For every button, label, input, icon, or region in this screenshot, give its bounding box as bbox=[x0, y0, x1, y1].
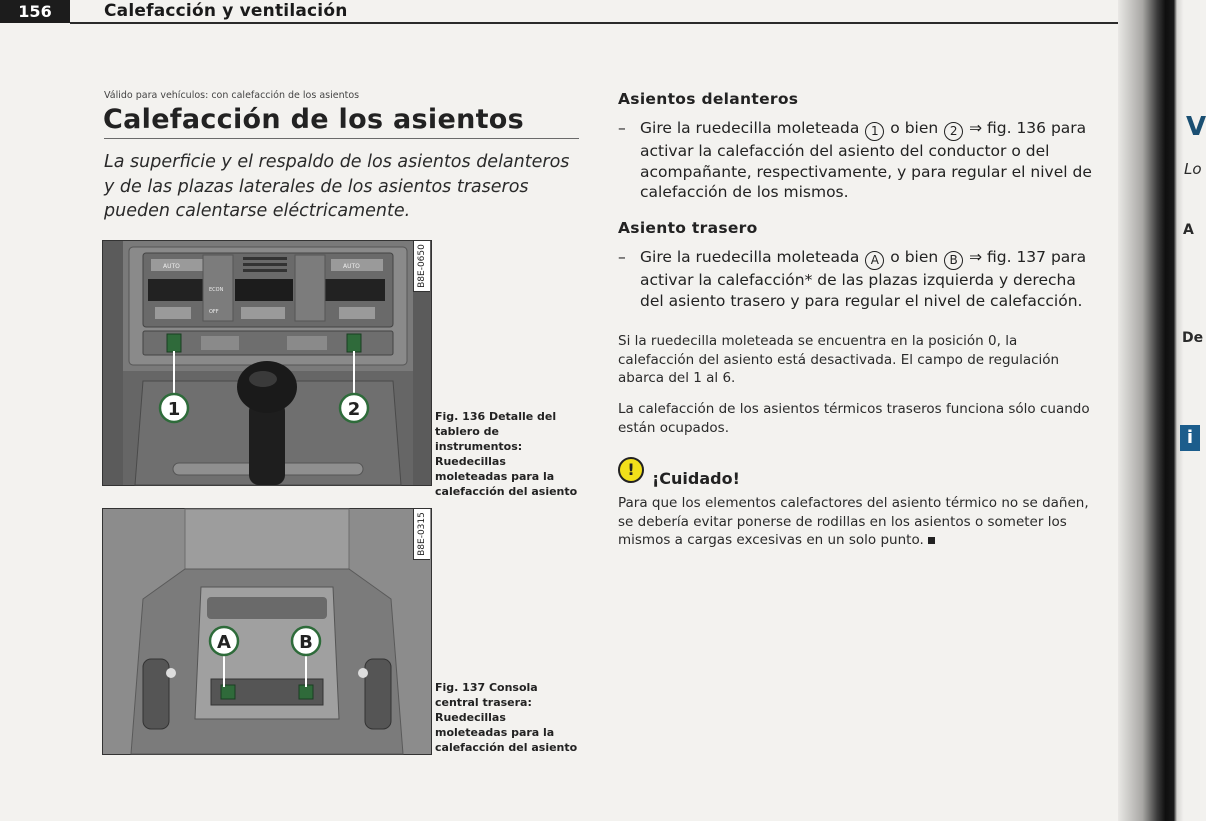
rear-seat-heading: Asiento trasero bbox=[618, 219, 758, 237]
bullet-dash: – bbox=[618, 119, 626, 137]
callout-1-label: 1 bbox=[167, 399, 181, 420]
panel-label-off: OFF bbox=[209, 309, 219, 315]
callout-2-label: 2 bbox=[347, 399, 361, 420]
note-rear-operation: La calefacción de los asientos térmicos traseros funciona sólo cuando están ocupados. bbox=[618, 401, 1090, 436]
marker-b: B bbox=[944, 251, 963, 270]
page-header bbox=[0, 0, 1120, 24]
next-page-intro-fragment: Lo bbox=[1184, 160, 1202, 178]
figure-137-caption: Fig. 137 Consola central trasera: Ruedecillas moleteadas para la calefacción del asiento bbox=[435, 681, 578, 754]
callout-a-label: A bbox=[217, 632, 231, 653]
caution-icon: ! bbox=[618, 457, 644, 483]
instruction-connector: o bien bbox=[890, 248, 939, 266]
figure-136-caption: Fig. 136 Detalle del tablero de instrumentos: Ruedecillas moleteadas para la calefacción del asiento bbox=[435, 410, 578, 498]
caution-text: Para que los elementos calefactores del asiento térmico no se dañen, se debería evitar ponerse de rodillas en los asientos o someter los mismos a cargas excesivas en un solo punto. bbox=[618, 495, 1089, 548]
figure-code: B8E-0650 bbox=[413, 241, 430, 292]
rear-seat-instruction bbox=[618, 247, 1093, 311]
callout-b-label: B bbox=[299, 632, 313, 653]
panel-label-econ: ECON bbox=[209, 287, 224, 293]
rear-console-illustration bbox=[103, 509, 431, 754]
end-of-section-mark bbox=[928, 537, 935, 544]
instruction-text-start: Gire la ruedecilla moleteada bbox=[640, 248, 860, 266]
info-icon: i bbox=[1180, 425, 1200, 451]
next-page-title-fragment: V bbox=[1186, 112, 1206, 142]
validity-note: Válido para vehículos: con calefacción de los asientos bbox=[104, 90, 360, 101]
page-number: 156 bbox=[0, 0, 70, 23]
marker-1: 1 bbox=[865, 122, 884, 141]
front-seats-instruction bbox=[618, 118, 1093, 203]
article-title: Calefacción de los asientos bbox=[103, 104, 525, 135]
instruction-text-end: ⇒ fig. 137 para activar la calefacción* de las plazas izquierda y derecha del asiento trasero y para regular el nivel de calefacción. bbox=[640, 248, 1087, 310]
caution-title: ¡Cuidado! bbox=[652, 469, 740, 488]
instruction-connector: o bien bbox=[890, 119, 939, 137]
article-intro: La superficie y el respaldo de los asientos delanteros y de las plazas laterales de los asientos traseros pueden calentarse eléctricamente. bbox=[104, 152, 570, 221]
panel-label-auto-left: AUTO bbox=[163, 263, 180, 270]
marker-a: A bbox=[865, 251, 884, 270]
front-seats-heading: Asientos delanteros bbox=[618, 90, 799, 108]
next-page-heading-d: De bbox=[1182, 330, 1204, 346]
title-rule bbox=[104, 138, 579, 139]
note-position-zero: Si la ruedecilla moleteada se encuentra en la posición 0, la calefacción del asiento está desactivada. El campo de regulación abarca del 1 al 6. bbox=[618, 333, 1060, 386]
next-page-heading-a: A bbox=[1183, 222, 1194, 238]
figure-136-dashboard bbox=[102, 240, 432, 486]
panel-label-auto-right: AUTO bbox=[343, 263, 360, 270]
figure-code: B8E-0315 bbox=[413, 509, 430, 560]
section-title: Calefacción y ventilación bbox=[104, 1, 348, 21]
marker-2: 2 bbox=[944, 122, 963, 141]
instruction-text-start: Gire la ruedecilla moleteada bbox=[640, 119, 860, 137]
figure-137-rear-console bbox=[102, 508, 432, 755]
header-rule bbox=[70, 22, 1130, 24]
bullet-dash: – bbox=[618, 248, 626, 266]
instruction-text-end: ⇒ fig. 136 para activar la calefacción del asiento del conductor o del acompañante, respectivamente, y para regular el nivel de calefacción de los mismos. bbox=[640, 119, 1092, 201]
dashboard-illustration bbox=[103, 241, 431, 485]
